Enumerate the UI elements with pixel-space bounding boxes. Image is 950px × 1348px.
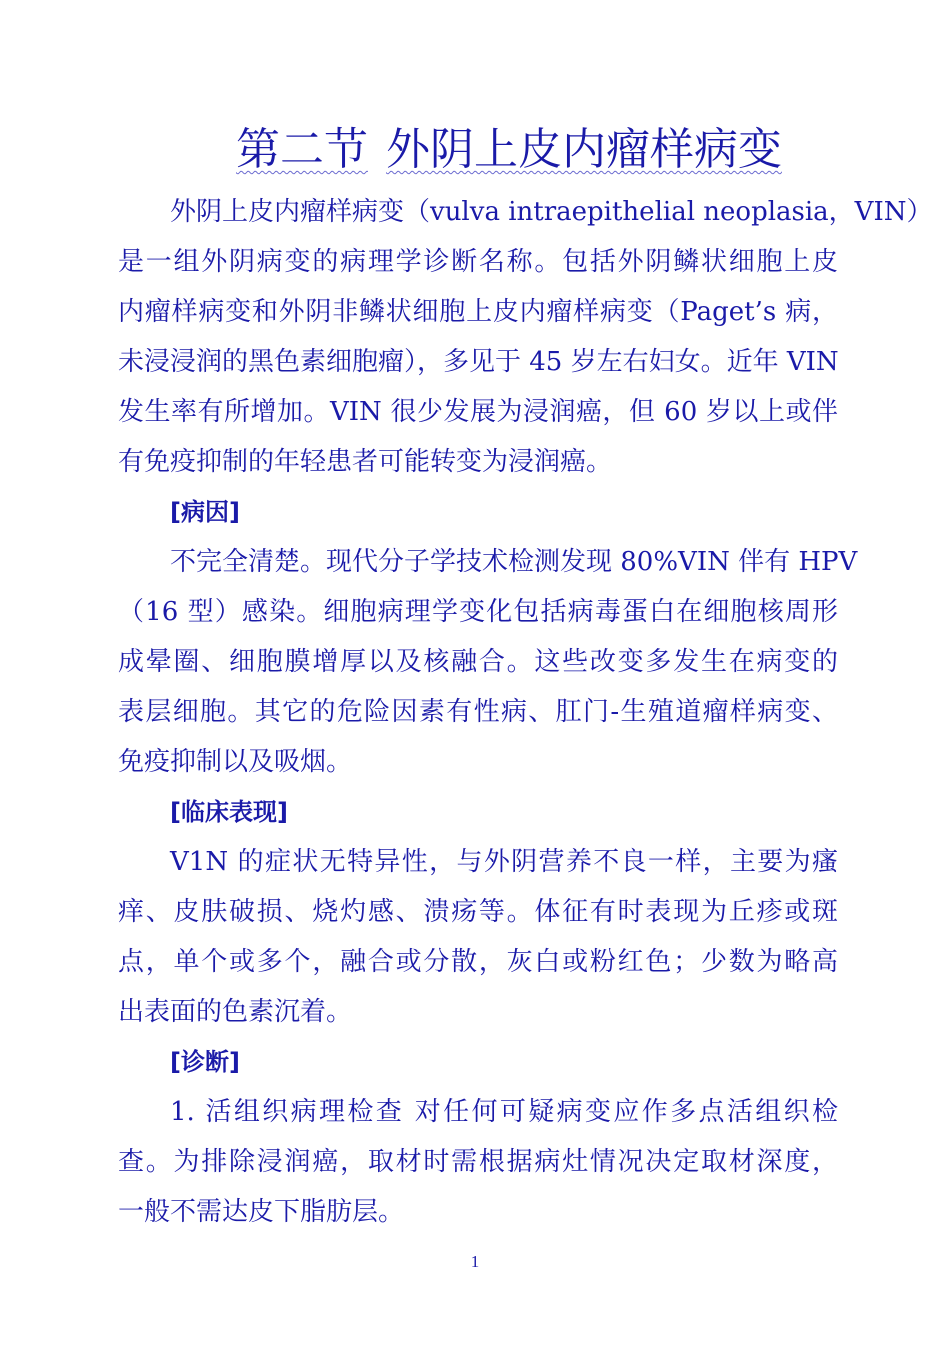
section-number: 第二节 bbox=[236, 124, 368, 175]
paragraph-line: 是一组外阴病变的病理学诊断名称。包括外阴鳞状细胞上皮 bbox=[118, 247, 838, 277]
paragraph-line: 有免疫抑制的年轻患者可能转变为浸润癌。 bbox=[118, 447, 613, 477]
paragraph-line: 免疫抑制以及吸烟。 bbox=[118, 747, 353, 777]
paragraph-line: 外阴上皮内瘤样病变（vulva intraepithelial neoplasia，VIN） bbox=[170, 197, 933, 227]
paragraph-line: （16 型）感染。细胞病理学变化包括病毒蛋白在细胞核周形 bbox=[118, 597, 838, 627]
paragraph-line: 成晕圈、细胞膜增厚以及核融合。这些改变多发生在病变的 bbox=[118, 647, 838, 677]
page-number: 1 bbox=[470, 1252, 480, 1271]
paragraph-line: 出表面的色素沉着。 bbox=[118, 997, 353, 1027]
section-heading-etiology: [病因] bbox=[170, 498, 240, 526]
paragraph-line: 发生率有所增加。VIN 很少发展为浸润癌，但 60 岁以上或伴 bbox=[118, 397, 838, 427]
section-heading-diagnosis: [诊断] bbox=[170, 1048, 240, 1076]
paragraph-line: 查。为排除浸润癌，取材时需根据病灶情况决定取材深度， bbox=[118, 1147, 838, 1177]
paragraph-line: 表层细胞。其它的危险因素有性病、肛门-生殖道瘤样病变、 bbox=[118, 697, 838, 727]
paragraph-line: V1N 的症状无特异性，与外阴营养不良一样，主要为瘙 bbox=[170, 847, 838, 877]
paragraph-line: 痒、皮肤破损、烧灼感、溃疡等。体征有时表现为丘疹或斑 bbox=[118, 897, 838, 927]
paragraph-line: 1. 活组织病理检查 对任何可疑病变应作多点活组织检 bbox=[170, 1097, 838, 1127]
section-title: 外阴上皮内瘤样病变 bbox=[386, 124, 782, 175]
paragraph-line: 不完全清楚。现代分子学技术检测发现 80%VIN 伴有 HPV bbox=[170, 547, 858, 577]
page-title bbox=[236, 122, 782, 178]
paragraph-line: 未浸浸润的黑色素细胞瘤），多见于 45 岁左右妇女。近年 VIN bbox=[118, 347, 839, 377]
section-heading-clinical: [临床表现] bbox=[170, 798, 288, 826]
paragraph-line: 一般不需达皮下脂肪层。 bbox=[118, 1197, 405, 1227]
paragraph-line: 点，单个或多个，融合或分散，灰白或粉红色；少数为略高 bbox=[118, 947, 838, 977]
paragraph-line: 内瘤样病变和外阴非鳞状细胞上皮内瘤样病变（Paget’s 病， bbox=[118, 297, 838, 327]
